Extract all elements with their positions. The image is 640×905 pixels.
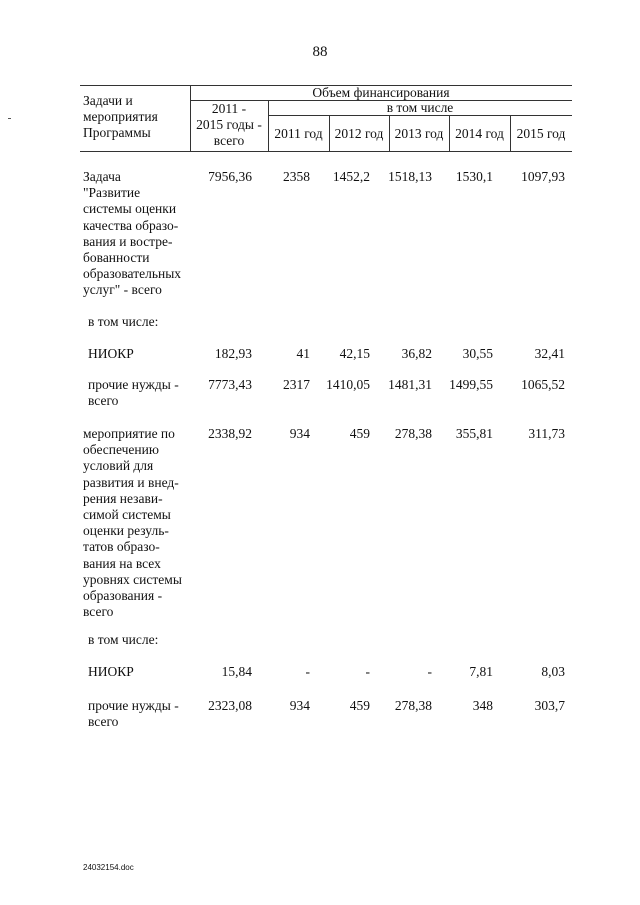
header-funding-label: Объем финансирования (312, 85, 450, 100)
page-number: 88 (312, 44, 328, 60)
row-year-value: 459 (349, 698, 370, 713)
row-year-value: 42,15 (339, 346, 370, 361)
row-label: образовательных (83, 266, 182, 282)
row-year-value: 1065,52 (521, 377, 565, 392)
row-label: услуг" - всего (83, 282, 162, 298)
row-year-value: 278,38 (394, 698, 432, 713)
row-label: развития и внед- (83, 474, 179, 490)
row-year-value: 1481,31 (388, 377, 432, 392)
header-bottom-line (80, 151, 572, 152)
row-label: НИОКР (88, 664, 134, 679)
row-year-value: 1518,13 (388, 169, 432, 184)
row-year-value: 1410,05 (326, 377, 370, 392)
row-year-value: 934 (289, 426, 310, 441)
header-total-label: 2015 годы - (196, 117, 262, 133)
row-label: рения незави- (83, 490, 163, 506)
row-year-value: 7,81 (469, 664, 493, 679)
row-total-value: 182,93 (214, 346, 252, 361)
row-year-value: 36,82 (401, 346, 432, 361)
row-label: "Развитие (83, 185, 141, 201)
row-year-value: - (365, 664, 370, 679)
row-label: симой системы (83, 507, 171, 522)
header-year-label: 2013 год (394, 126, 444, 141)
row-label: в том числе: (88, 632, 159, 647)
row-total-value: 2338,92 (208, 426, 252, 441)
row-year-value: 32,41 (534, 346, 565, 361)
header-task-label: мероприятия (83, 109, 158, 125)
row-label: бованности (83, 250, 150, 265)
row-year-value: 41 (296, 346, 310, 361)
row-year-value: - (427, 664, 432, 679)
row-year-value: 1499,55 (449, 377, 493, 392)
header-year-label: 2014 год (455, 126, 504, 141)
row-label: уровнях системы (83, 571, 182, 587)
row-label: вания и востре- (83, 233, 173, 249)
row-year-value: 1097,93 (521, 169, 565, 184)
header-including-label: в том числе (386, 100, 454, 115)
row-year-value: 934 (289, 698, 310, 713)
row-label: татов образо- (83, 539, 160, 555)
header-task-label: Задачи и (83, 93, 133, 108)
row-label: оценки резуль- (83, 523, 169, 539)
row-label: прочие нужды - (88, 698, 179, 713)
header-year-label: 2015 год (516, 126, 566, 141)
row-total-value: 2323,08 (208, 698, 252, 713)
row-label: в том числе: (88, 314, 159, 329)
row-label: всего (88, 714, 119, 730)
row-label: качества образо- (83, 217, 179, 233)
row-year-value: 278,38 (394, 426, 432, 441)
row-year-value: 2358 (283, 169, 310, 184)
header-year-label: 2011 год (274, 126, 323, 141)
row-label: вания на всех (83, 555, 161, 571)
header-task-label: Программы (83, 125, 151, 141)
header-total-label: всего (213, 133, 245, 149)
row-total-value: 7956,36 (208, 169, 252, 184)
row-year-value: 2317 (283, 377, 310, 392)
row-year-value: 303,7 (534, 698, 565, 713)
header-year-label: 2012 год (334, 126, 384, 141)
header-total-label: 2011 - (211, 101, 247, 116)
row-year-value: 1452,2 (332, 169, 370, 184)
row-label: Задача (83, 169, 121, 184)
row-label: обеспечению (83, 442, 159, 458)
row-year-value: 1530,1 (455, 169, 493, 184)
margin-mark (8, 118, 11, 119)
row-label: мероприятие по (83, 426, 175, 441)
row-year-value: 8,03 (541, 664, 565, 679)
row-label: образования - (83, 588, 163, 603)
row-label: всего (88, 393, 119, 409)
row-year-value: 30,55 (462, 346, 493, 361)
row-total-value: 15,84 (221, 664, 252, 679)
row-year-value: 355,81 (455, 426, 493, 441)
row-label: системы оценки (83, 201, 177, 217)
row-year-value: 459 (349, 426, 370, 441)
row-label: НИОКР (88, 346, 134, 361)
row-year-value: 348 (472, 698, 493, 713)
row-year-value: - (305, 664, 310, 679)
row-label: прочие нужды - (88, 377, 179, 392)
row-label: условий для (83, 458, 154, 474)
footer-filename: 24032154.doc (83, 863, 134, 872)
row-total-value: 7773,43 (208, 377, 252, 392)
row-year-value: 311,73 (528, 426, 565, 441)
row-label: всего (83, 604, 114, 620)
